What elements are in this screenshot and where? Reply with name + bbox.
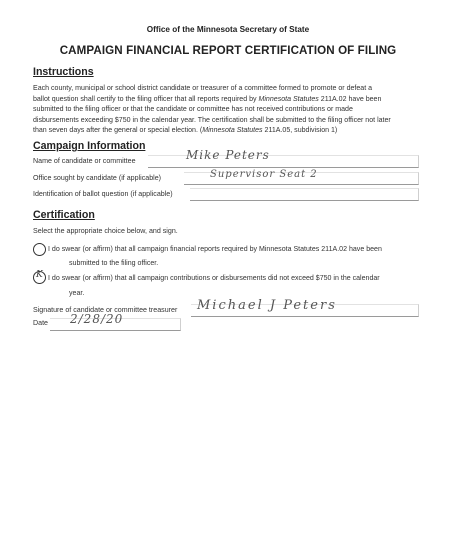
- ballot-question-label: Identification of ballot question (if applicable): [33, 190, 173, 198]
- candidate-name-value: Mike Peters: [186, 148, 270, 162]
- date-value: 2/28/20: [70, 312, 124, 326]
- instructions-text-part: 211A.05, subdivision 1): [262, 127, 338, 135]
- certification-heading: Certification: [33, 209, 95, 221]
- form-title: CAMPAIGN FINANCIAL REPORT CERTIFICATION OF FILING: [59, 44, 397, 57]
- instructions-line-2: [33, 95, 433, 106]
- instructions-heading: Instructions: [33, 66, 94, 78]
- instructions-line-3: submitted to the filing officer or that the candidate or committee has not received contributions or made: [33, 106, 353, 114]
- choice-reports-filed-text-cont: submitted to the filing officer.: [69, 260, 159, 267]
- signature-value: Michael J Peters: [197, 298, 337, 313]
- candidate-name-label: Name of candidate or committee: [33, 157, 136, 165]
- date-label: Date: [33, 319, 48, 327]
- office-sought-label: Office sought by candidate (if applicable): [33, 174, 162, 182]
- office-sought-value: Supervisor Seat 2: [210, 169, 318, 180]
- choice-under-750-text-cont: year.: [69, 290, 85, 297]
- choice-under-750-mark: K: [36, 270, 44, 280]
- campaign-information-heading: Campaign Information: [33, 140, 146, 152]
- signature-label: Signature of candidate or committee treasurer: [33, 306, 178, 314]
- certification-prompt: Select the appropriate choice below, and sign.: [33, 227, 178, 235]
- statute-reference: Minnesota Statutes: [258, 95, 319, 103]
- choice-under-750-radio[interactable]: [33, 271, 46, 284]
- choice-reports-filed-text: I do swear (or affirm) that all campaign financial reports required by Minnesota Statutes 211A.02 have been: [48, 246, 382, 253]
- instructions-text-part: ballot question shall certify to the filing officer that all reports required by: [33, 95, 259, 103]
- ballot-question-field[interactable]: [190, 188, 419, 201]
- choice-reports-filed-radio[interactable]: [33, 243, 46, 256]
- instructions-text-part: than seven days after the general or special election. (: [33, 127, 203, 135]
- instructions-line-5: [33, 126, 433, 137]
- office-header: Office of the Minnesota Secretary of State: [146, 25, 310, 34]
- instructions-line-1: Each county, municipal or school district candidate or treasurer of a committee formed to promote or defeat a: [33, 85, 373, 92]
- statute-reference: Minnesota Statutes: [202, 127, 263, 135]
- instructions-line-4: disbursements exceeding $750 in the calendar year. The certification shall be submitted to the filing officer not later: [33, 116, 391, 124]
- instructions-text-part: 211A.02 have been: [318, 95, 382, 103]
- instructions-text: [33, 84, 433, 137]
- choice-under-750-text: I do swear (or affirm) that all campaign contributions or disbursements did not exceed $750 in the calendar: [48, 275, 380, 282]
